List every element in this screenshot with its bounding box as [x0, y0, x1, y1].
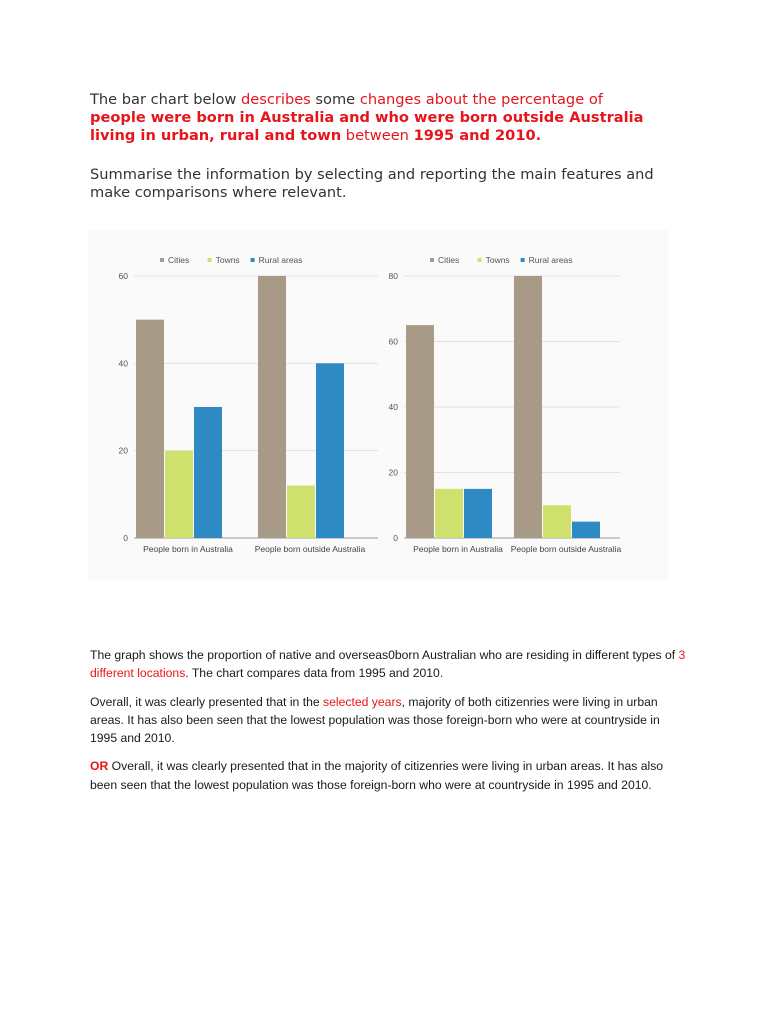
essay-paragraph-2: [90, 693, 690, 748]
prompt-highlight: describes: [241, 91, 311, 108]
y-tick-label: 20: [118, 445, 128, 456]
y-tick-label: 60: [388, 336, 398, 347]
bar-charts: [88, 230, 668, 580]
y-tick-label: 40: [388, 402, 398, 412]
x-category-label: People born outside Australia: [254, 544, 366, 554]
legend-label: Cities: [438, 255, 460, 265]
essay-highlight: 3 different locations: [90, 648, 686, 681]
y-tick-label: 20: [388, 467, 398, 478]
bar: [194, 407, 222, 538]
task-prompt: [90, 91, 690, 145]
bar: [287, 486, 315, 538]
charts-figure: [88, 230, 668, 580]
y-tick-label: 80: [388, 271, 398, 281]
prompt-highlight: changes about the percentage of: [359, 91, 603, 108]
prompt-highlight: between: [341, 127, 414, 144]
legend-swatch: [208, 258, 212, 262]
prompt-text: The bar chart below: [90, 91, 242, 108]
bar: [543, 505, 571, 538]
legend-swatch: [521, 258, 525, 262]
bar: [258, 276, 286, 538]
y-tick-label: 40: [118, 358, 128, 369]
legend-swatch: [251, 258, 255, 262]
bar: [165, 451, 193, 538]
prompt-text: some: [310, 91, 360, 108]
y-tick-label: 0: [123, 533, 128, 543]
prompt-years: 1995 and 2010.: [413, 127, 542, 144]
legend-label: Cities: [168, 255, 190, 265]
prompt-bold-highlight: people were born in Australia and who were born outside Australia living in urban, rural and town: [90, 109, 644, 144]
x-category-label: People born in Australia: [413, 544, 503, 554]
legend-label: Towns: [485, 255, 510, 265]
essay: [90, 646, 690, 804]
x-category-label: People born outside Australia: [510, 544, 622, 554]
y-tick-label: 60: [118, 271, 128, 281]
essay-paragraph-3: [90, 757, 690, 794]
bar: [136, 320, 164, 538]
essay-paragraph-1: [90, 646, 690, 683]
legend-swatch: [160, 258, 164, 262]
essay-text: . The chart compares data from 1995 and 2010.: [185, 666, 444, 681]
essay-highlight: selected years: [323, 694, 402, 709]
bar: [316, 363, 344, 538]
legend-swatch: [478, 258, 482, 262]
bar: [572, 522, 600, 538]
legend-label: Rural areas: [258, 255, 303, 265]
task-instruction: Summarise the information by selecting and reporting the main features and make comparisons where relevant.: [90, 166, 654, 201]
legend-label: Towns: [215, 255, 240, 265]
essay-text: Overall, it was clearly presented that in the majority of citizenries were living in urban areas. It has also been seen that the lowest population was those foreign-born who were at countryside in 1995 and 2010.: [90, 759, 664, 792]
legend-swatch: [430, 258, 434, 262]
essay-or-label: OR: [90, 759, 109, 774]
y-tick-label: 0: [393, 533, 398, 543]
bar: [406, 325, 434, 538]
x-category-label: People born in Australia: [143, 544, 233, 554]
bar: [435, 489, 463, 538]
essay-text: The graph shows the proportion of native and overseas0born Australian who are residing in different types of: [90, 648, 679, 662]
essay-text: , majority of both citizenries were living in urban areas. It has also been seen that the lowest population was those foreign-born who were at countryside in 1995 and 2010.: [90, 694, 660, 746]
legend-label: Rural areas: [528, 255, 573, 265]
essay-text: Overall, it was clearly presented that in the: [90, 694, 324, 709]
bar: [514, 276, 542, 538]
bar: [464, 489, 492, 538]
